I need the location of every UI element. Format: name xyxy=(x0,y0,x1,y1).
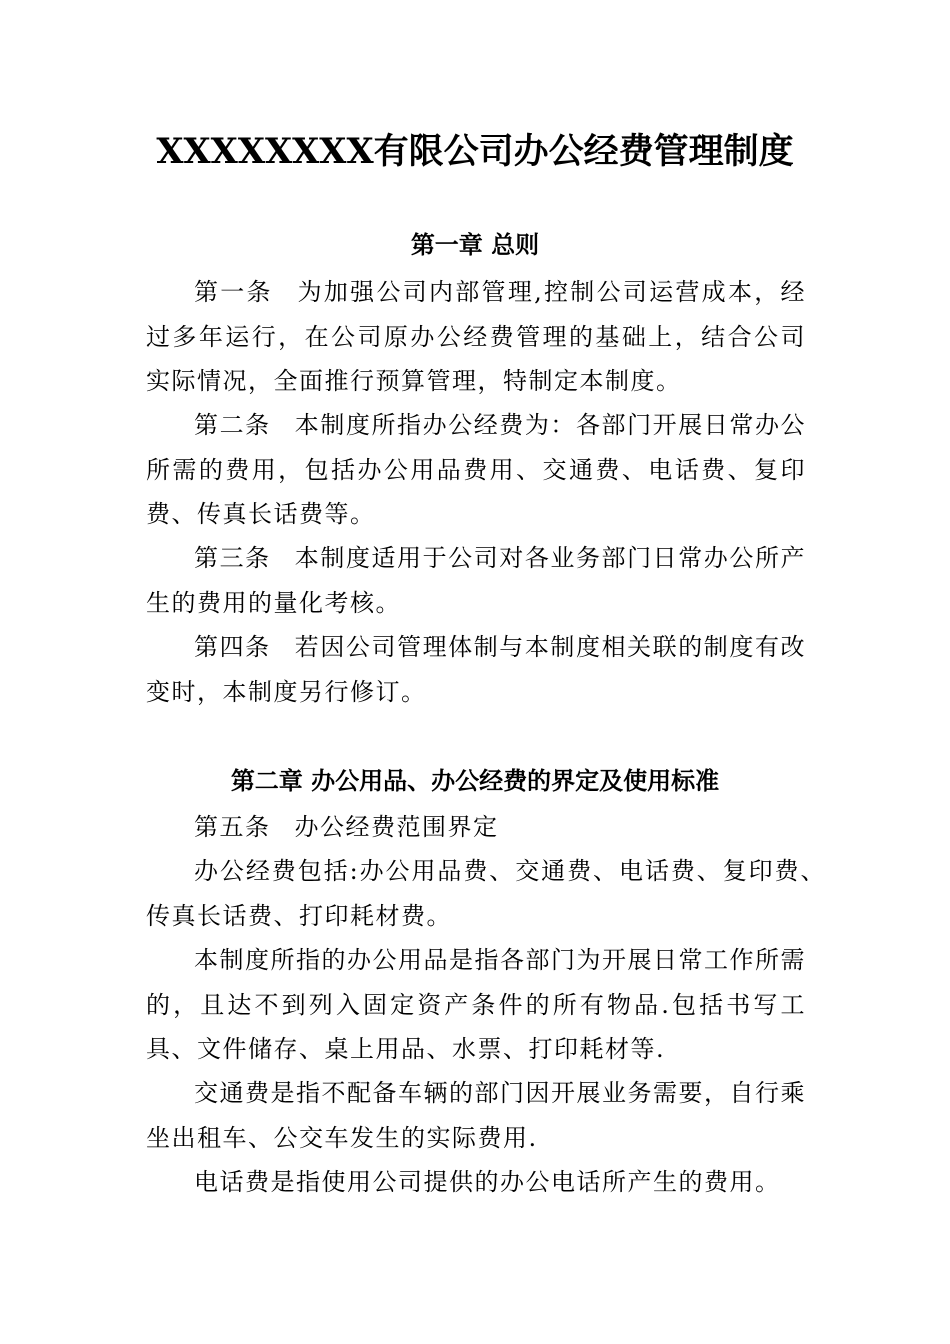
article-5-text: 办公经费范围界定 xyxy=(294,813,499,841)
document-title: XXXXXXXX有限公司办公经费管理制度 xyxy=(156,131,794,172)
paragraph-transport-fee-definition: 交通费是指不配备车辆的部门因开展业务需要，自行乘坐出租车、公交车发生的实际费用. xyxy=(146,1079,806,1152)
chapter-1-heading: 第一章 总则 xyxy=(410,230,540,259)
chapter-2-heading: 第二章 办公用品、办公经费的界定及使用标准 xyxy=(230,766,720,795)
paragraph-office-supplies-definition: 本制度所指的办公用品是指各部门为开展日常工作所需的，且达不到列入固定资产条件的所有物品.包括书写工具、文件储存、桌上用品、水票、打印耗材等. xyxy=(146,946,806,1063)
article-1-number: 第一条 xyxy=(194,278,273,306)
paragraph-office-expense-scope: 办公经费包括:办公用品费、交通费、电话费、复印费、传真长话费、打印耗材费。 xyxy=(146,857,826,930)
article-2-number: 第二条 xyxy=(194,411,271,439)
article-4 xyxy=(146,625,806,714)
article-1 xyxy=(146,270,806,404)
article-4-number: 第四条 xyxy=(194,633,271,661)
article-3-number: 第三条 xyxy=(194,544,271,572)
article-1-text: 为加强公司内部管理,控制公司运营成本，经过多年运行，在公司原办公经费管理的基础上，结合公司实际情况，全面推行预算管理，特制定本制度。 xyxy=(146,278,807,395)
article-4-text: 若因公司管理体制与本制度相关联的制度有改变时，本制度另行修订。 xyxy=(146,633,807,706)
article-2 xyxy=(146,403,806,537)
article-2-text: 本制度所指办公经费为：各部门开展日常办公所需的费用，包括办公用品费用、交通费、电话费、复印费、传真长话费等。 xyxy=(146,411,807,528)
article-3-text: 本制度适用于公司对各业务部门日常办公所产生的费用的量化考核。 xyxy=(146,544,807,617)
article-5 xyxy=(146,805,806,850)
article-5-number: 第五条 xyxy=(194,813,271,841)
article-3 xyxy=(146,536,806,625)
paragraph-phone-fee-definition: 电话费是指使用公司提供的办公电话所产生的费用。 xyxy=(194,1168,781,1196)
